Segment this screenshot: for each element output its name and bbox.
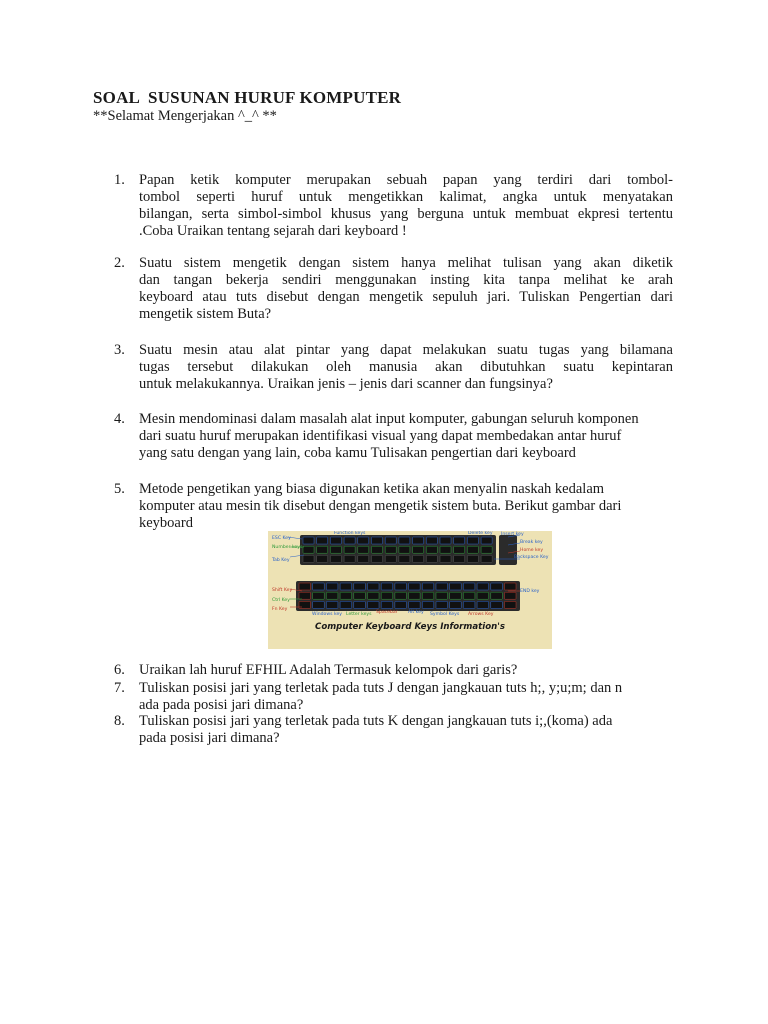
label-esc-key: ESC Key xyxy=(272,536,291,541)
question-line: bilangan, serta simbol-simbol khusus yang berguna untuk membuat ekpresi tertentu xyxy=(139,206,673,222)
keyboard-key xyxy=(354,601,366,608)
question-7-text xyxy=(139,680,673,714)
keyboard-key xyxy=(450,583,462,590)
keyboard-key xyxy=(330,546,341,553)
keyboard-key xyxy=(426,555,437,562)
question-line: Uraikan lah huruf EFHIL Adalah Termasuk kelompok dari garis? xyxy=(139,662,518,678)
keyboard-key xyxy=(399,555,410,562)
keyboard-key xyxy=(450,592,462,599)
keyboard-image xyxy=(268,531,552,649)
keyboard-key xyxy=(426,546,437,553)
keyboard-key xyxy=(454,537,465,544)
keyboard-key xyxy=(381,592,393,599)
label-delete-key: Delete key xyxy=(468,531,493,536)
question-6-text xyxy=(139,662,673,679)
keyboard-key xyxy=(381,583,393,590)
keyboard-key xyxy=(395,592,407,599)
keyboard-key xyxy=(440,537,451,544)
keyboard-key xyxy=(313,601,325,608)
keyboard-key xyxy=(422,583,434,590)
keyboard-key xyxy=(358,537,369,544)
label-letter-keys: Letter keys xyxy=(346,612,372,617)
keyboard-key xyxy=(368,583,380,590)
question-line: mengetik sistem Buta? xyxy=(139,306,272,322)
keyboard-key xyxy=(303,546,314,553)
keyboard-key xyxy=(491,601,503,608)
keyboard-key xyxy=(385,537,396,544)
label-insert-key: Insert key xyxy=(501,532,524,537)
label-fn-key: Fn Key xyxy=(272,607,288,612)
question-line: Metode pengetikan yang biasa digunakan ketika akan menyalin naskah kedalam xyxy=(139,481,605,497)
label-alt-key: Alt key xyxy=(408,610,424,615)
keyboard-key xyxy=(477,592,489,599)
keyboard-key xyxy=(372,555,383,562)
keyboard-key xyxy=(313,592,325,599)
keyboard-key xyxy=(409,592,421,599)
question-line: Papan ketik komputer merupakan sebuah papan yang terdiri dari tombol- xyxy=(139,172,673,188)
keyboard-key xyxy=(340,583,352,590)
keyboard-key xyxy=(481,555,492,562)
keyboard-key xyxy=(317,555,328,562)
question-number: 2. xyxy=(114,255,125,271)
question-number: 1. xyxy=(114,172,125,188)
question-line: komputer atau mesin tik disebut dengan mengetik sistem buta. Berikut gambar dari xyxy=(139,498,622,514)
keyboard-key xyxy=(326,592,338,599)
label-spacebar: Spacebar xyxy=(376,610,398,615)
label-shift-key: Shift Key xyxy=(272,588,293,593)
keyboard-key xyxy=(330,537,341,544)
keyboard-key xyxy=(454,546,465,553)
keyboard-key xyxy=(358,555,369,562)
keyboard-key xyxy=(440,546,451,553)
keyboard-body-top xyxy=(300,535,496,565)
keyboard-key xyxy=(344,555,355,562)
keyboard-key xyxy=(436,583,448,590)
question-1-text xyxy=(139,172,673,240)
keyboard-key xyxy=(395,601,407,608)
keyboard-key xyxy=(381,601,393,608)
keyboard-key xyxy=(413,555,424,562)
figure-caption: Computer Keyboard Keys Information's xyxy=(315,622,505,632)
keyboard-key xyxy=(358,546,369,553)
question-line: keyboard xyxy=(139,515,193,531)
question-2-text xyxy=(139,255,673,323)
keyboard-key xyxy=(354,592,366,599)
keyboard-key xyxy=(372,537,383,544)
keyboard-key xyxy=(505,601,517,608)
label-ctrl-key: Ctrl Key xyxy=(272,598,290,603)
question-line: .Coba Uraikan tentang sejarah dari keyboard ! xyxy=(139,223,407,239)
document-subtitle: **Selamat Mengerjakan ^_^ ** xyxy=(93,108,277,124)
question-line: Suatu sistem mengetik dengan sistem hanya melihat tulisan yang akan diketik xyxy=(139,255,673,271)
keyboard-key xyxy=(477,601,489,608)
question-number: 6. xyxy=(114,662,125,678)
keyboard-key xyxy=(467,537,478,544)
keyboard-key xyxy=(450,601,462,608)
label-function-keys: Function keys xyxy=(334,531,366,536)
keyboard-key xyxy=(467,555,478,562)
keyboard-top-section xyxy=(300,535,517,565)
keyboard-key xyxy=(344,537,355,544)
question-line: Mesin mendominasi dalam masalah alat input komputer, gabungan seluruh komponen xyxy=(139,411,639,427)
keyboard-key xyxy=(409,583,421,590)
keyboard-key xyxy=(505,592,517,599)
keyboard-key xyxy=(477,583,489,590)
keyboard-key xyxy=(340,592,352,599)
label-backspace-key: Backspace Key xyxy=(514,555,549,560)
keyboard-key xyxy=(368,592,380,599)
question-8-text xyxy=(139,713,673,747)
keyboard-key xyxy=(463,583,475,590)
question-number: 7. xyxy=(114,680,125,696)
keyboard-key xyxy=(303,537,314,544)
question-5-text xyxy=(139,481,673,532)
keyboard-key xyxy=(354,583,366,590)
keyboard-key xyxy=(299,583,311,590)
label-end-key: END key xyxy=(520,589,540,594)
keyboard-key xyxy=(481,546,492,553)
question-line: tugas tersebut dilakukan oleh manusia akan dibutuhkan suatu kepintaran xyxy=(139,359,673,375)
question-line: Tuliskan posisi jari yang terletak pada tuts J dengan jangkauan tuts h;, y;u;m; dan n xyxy=(139,680,623,696)
document-title: SOAL SUSUNAN HURUF KOMPUTER xyxy=(93,88,402,107)
keyboard-key xyxy=(409,601,421,608)
keyboard-key xyxy=(299,592,311,599)
question-line: dari suatu huruf merupakan identifikasi visual yang dapat membedakan antar huruf xyxy=(139,428,622,444)
question-line: Suatu mesin atau alat pintar yang dapat melakukan suatu tugas yang bilamana xyxy=(139,342,673,358)
keyboard-key xyxy=(422,592,434,599)
question-line: Tuliskan posisi jari yang terletak pada tuts K dengan jangkauan tuts i;,(koma) ada xyxy=(139,713,613,729)
keyboard-key xyxy=(317,537,328,544)
keyboard-key xyxy=(303,555,314,562)
keyboard-key xyxy=(467,546,478,553)
keyboard-key xyxy=(463,601,475,608)
keyboard-key xyxy=(481,537,492,544)
label-break-key: Break key xyxy=(520,540,543,545)
question-line: keyboard atau tuts disebut dengan mengetik sepuluh jari. Tuliskan Pengertian dari xyxy=(139,289,673,305)
keyboard-key xyxy=(372,546,383,553)
nav-cluster xyxy=(499,535,517,565)
keyboard-key xyxy=(413,537,424,544)
keyboard-key xyxy=(385,546,396,553)
question-line: yang satu dengan yang lain, coba kamu Tulisakan pengertian dari keyboard xyxy=(139,445,576,461)
label-symbol-keys: Symbol Keys xyxy=(430,612,460,617)
question-number: 8. xyxy=(114,713,125,729)
question-number: 5. xyxy=(114,481,125,497)
label-tab-key: Tab Key xyxy=(272,558,290,563)
keyboard-key xyxy=(454,555,465,562)
question-line: pada posisi jari dimana? xyxy=(139,730,280,746)
keyboard-figure xyxy=(268,531,552,649)
keyboard-key xyxy=(505,583,517,590)
keyboard-key xyxy=(399,546,410,553)
keyboard-key xyxy=(422,601,434,608)
label-windows-key: Windows key xyxy=(312,612,343,617)
keyboard-key xyxy=(344,546,355,553)
keyboard-key xyxy=(385,555,396,562)
keyboard-bottom-section xyxy=(296,581,520,611)
keyboard-key xyxy=(395,583,407,590)
keyboard-key xyxy=(413,546,424,553)
keyboard-key xyxy=(340,601,352,608)
question-line: dan tangan bekerja sendiri menggunakan insting kita tanpa melihat ke arah xyxy=(139,272,673,288)
keyboard-key xyxy=(330,555,341,562)
keyboard-key xyxy=(426,537,437,544)
question-line: tombol seperti huruf untuk mengetikkan kalimat, angka untuk menyatakan xyxy=(139,189,673,205)
keyboard-key xyxy=(299,601,311,608)
keyboard-key xyxy=(491,583,503,590)
keyboard-key xyxy=(436,592,448,599)
question-line: untuk melakukannya. Uraikan jenis – jenis dari scanner dan fungsinya? xyxy=(139,376,553,392)
keyboard-key xyxy=(463,592,475,599)
label-number-keys: Number keys xyxy=(272,545,303,550)
label-home-key: Home key xyxy=(520,548,544,553)
question-line: ada pada posisi jari dimana? xyxy=(139,697,304,713)
label-arrow-key: Arrows Key xyxy=(468,612,494,617)
keyboard-key xyxy=(326,601,338,608)
keyboard-key xyxy=(313,583,325,590)
question-number: 3. xyxy=(114,342,125,358)
keyboard-key xyxy=(436,601,448,608)
keyboard-key xyxy=(326,583,338,590)
question-4-text xyxy=(139,411,673,462)
keyboard-key xyxy=(317,546,328,553)
keyboard-key xyxy=(440,555,451,562)
keyboard-key xyxy=(399,537,410,544)
question-3-text xyxy=(139,342,673,393)
keyboard-key xyxy=(491,592,503,599)
question-number: 4. xyxy=(114,411,125,427)
keyboard-key xyxy=(368,601,380,608)
